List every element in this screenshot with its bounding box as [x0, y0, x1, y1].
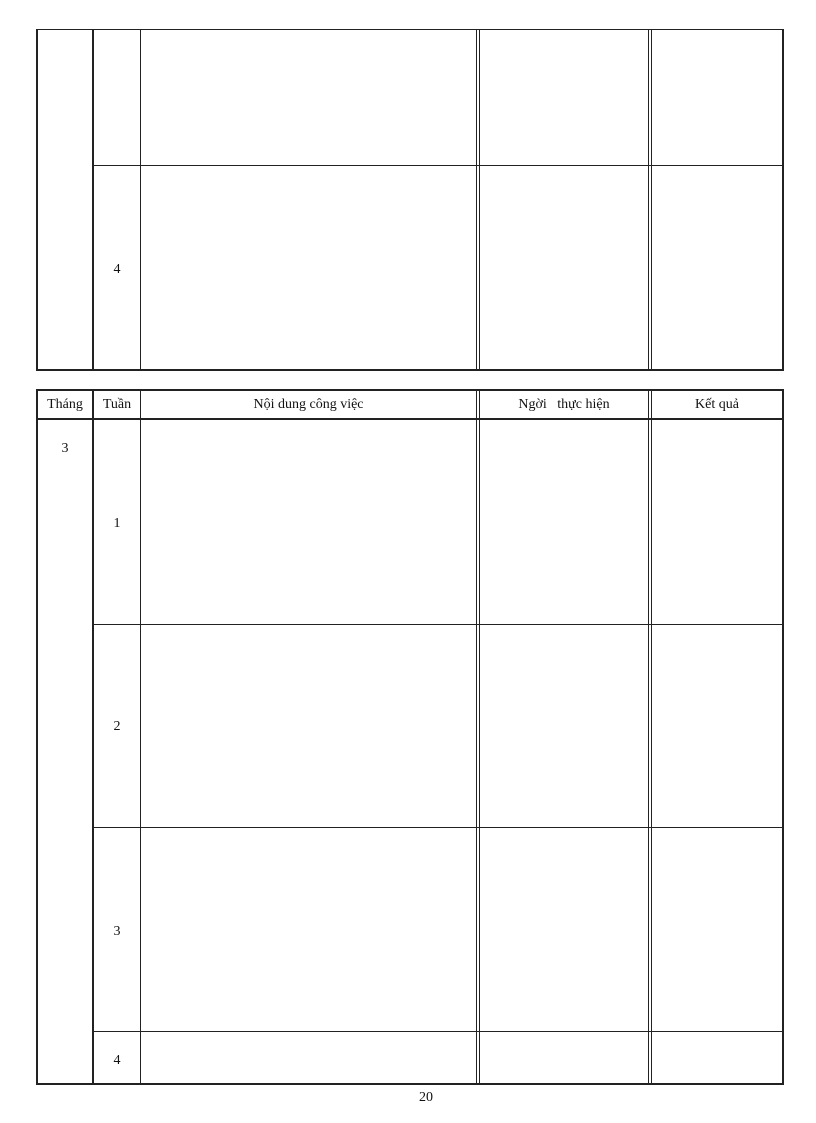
row-divider — [93, 827, 783, 828]
header-noi-dung: Nội dung công việc — [253, 397, 364, 412]
month-cell: 3 — [61, 441, 69, 456]
column-divider — [476, 29, 480, 371]
row-divider — [93, 165, 783, 166]
week-cell: 3 — [113, 924, 121, 939]
table-border — [36, 29, 38, 371]
header-divider — [36, 418, 783, 420]
header-ket-qua: Kết quả — [695, 397, 739, 412]
header-tuan: Tuần — [102, 397, 132, 412]
table-border — [36, 29, 92, 30]
row-divider — [93, 1031, 783, 1032]
week-cell: 4 — [113, 262, 121, 277]
row-divider — [93, 624, 783, 625]
column-divider — [140, 29, 141, 371]
page-number: 20 — [419, 1090, 433, 1105]
table-border — [93, 29, 783, 30]
week-cell: 4 — [113, 1053, 121, 1068]
table-border — [36, 389, 783, 391]
column-divider — [140, 389, 141, 1085]
table-border — [782, 389, 784, 1085]
table-border — [782, 29, 784, 371]
header-thang: Tháng — [47, 397, 83, 412]
table-border — [36, 1083, 783, 1085]
week-cell: 1 — [113, 516, 121, 531]
column-divider — [92, 389, 94, 1085]
week-cell: 2 — [113, 719, 121, 734]
table-border — [36, 369, 783, 371]
column-divider — [648, 29, 652, 371]
table-border — [36, 389, 38, 1085]
header-nguoi-thuc-hien: Ngời thực hiện — [518, 397, 610, 412]
column-divider — [648, 389, 652, 1085]
column-divider — [476, 389, 480, 1085]
column-divider — [92, 29, 94, 371]
